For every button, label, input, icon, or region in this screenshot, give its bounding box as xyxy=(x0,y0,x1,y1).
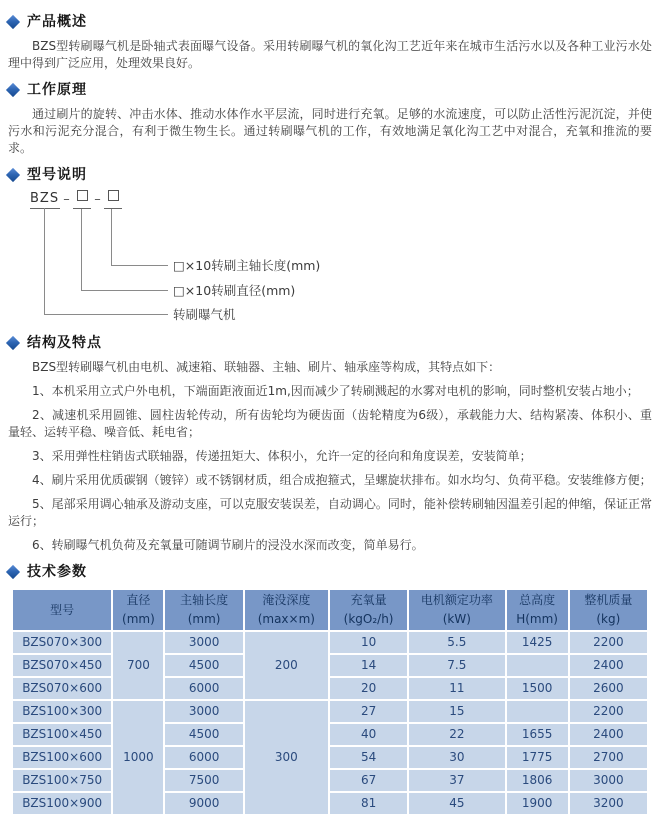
table-cell xyxy=(506,654,569,677)
table-cell xyxy=(506,700,569,723)
table-cell: 45 xyxy=(408,792,505,815)
table-header-cell: 直径 (mm) xyxy=(112,589,164,631)
feature-item: 6、转刷曝气机负荷及充氧量可随调节刷片的浸没水深而改变，简单易行。 xyxy=(32,538,424,552)
table-row xyxy=(12,700,648,723)
section-heading-features xyxy=(8,333,652,353)
table-cell: 9000 xyxy=(164,792,243,815)
table-header-cell: 型号 xyxy=(12,589,112,631)
section-title: 技术参数 xyxy=(27,563,87,580)
table-row xyxy=(12,792,648,815)
specs-table-head xyxy=(12,589,648,631)
diagram-label-diameter: □×10转刷直径(mm) xyxy=(173,283,296,298)
table-cell: 6000 xyxy=(164,746,243,769)
model-slot-underline xyxy=(73,189,91,209)
table-cell: 37 xyxy=(408,769,505,792)
table-cell: BZS070×450 xyxy=(12,654,112,677)
table-cell: 30 xyxy=(408,746,505,769)
table-cell: 22 xyxy=(408,723,505,746)
overview-paragraph: BZS型转刷曝气机是卧轴式表面曝气设备。采用转刷曝气机的氧化沟工艺近年来在城市生活污水以及各种工业污水处理中得到广泛应用，处理效果良好。 xyxy=(8,39,652,70)
table-cell: 3000 xyxy=(569,769,648,792)
model-code-dash: – xyxy=(94,192,101,207)
table-cell: 27 xyxy=(329,700,408,723)
section-diamond-icon xyxy=(6,83,20,97)
table-row xyxy=(12,677,648,700)
section-title: 结构及特点 xyxy=(27,334,102,351)
model-code-diagram xyxy=(30,191,652,323)
table-row xyxy=(12,654,648,677)
table-cell: 1655 xyxy=(506,723,569,746)
table-cell: 700 xyxy=(112,631,164,700)
section-diamond-icon xyxy=(6,336,20,350)
section-heading-principle xyxy=(8,80,652,100)
table-header-cell: 电机额定功率 (kW) xyxy=(408,589,505,631)
feature-item: 2、减速机采用圆锥、圆柱齿轮传动，所有齿轮均为硬齿面（齿轮精度为6级），承载能力大、结构紧凑、体积小、重量轻、运转平稳、噪音低、耗电省； xyxy=(8,408,652,439)
table-cell: 5.5 xyxy=(408,631,505,654)
table-header-row xyxy=(12,589,648,631)
table-cell: 14 xyxy=(329,654,408,677)
table-cell: 11 xyxy=(408,677,505,700)
table-cell: 1500 xyxy=(506,677,569,700)
table-header-cell: 整机质量 (kg) xyxy=(569,589,648,631)
section-heading-model xyxy=(8,165,652,185)
table-cell: BZS070×600 xyxy=(12,677,112,700)
feature-item: 5、尾部采用调心轴承及游动支座，可以克服安装误差，自动调心。同时，能补偿转刷轴因温差引起的伸缩，保证正常运行； xyxy=(8,497,652,528)
section-diamond-icon xyxy=(6,15,20,29)
table-cell: 2400 xyxy=(569,654,648,677)
diagram-label-shaft-length: □×10转刷主轴长度(mm) xyxy=(173,258,321,273)
table-cell: 4500 xyxy=(164,723,243,746)
table-cell: BZS100×900 xyxy=(12,792,112,815)
table-cell: 7.5 xyxy=(408,654,505,677)
table-row xyxy=(12,746,648,769)
table-row xyxy=(12,723,648,746)
features-intro: BZS型转刷曝气机由电机、减速箱、联轴器、主轴、刷片、轴承座等构成，其特点如下： xyxy=(32,360,501,374)
table-cell: 300 xyxy=(244,700,329,815)
section-title: 型号说明 xyxy=(27,166,87,183)
table-cell: BZS070×300 xyxy=(12,631,112,654)
table-cell: 1806 xyxy=(506,769,569,792)
table-cell: 67 xyxy=(329,769,408,792)
table-cell: BZS100×750 xyxy=(12,769,112,792)
feature-item: 1、本机采用立式户外电机，下端面距液面近1m,因而减少了转刷溅起的水雾对电机的影响，同时整机安装占地小； xyxy=(32,384,639,398)
table-row xyxy=(12,769,648,792)
table-cell: 2200 xyxy=(569,631,648,654)
table-cell: BZS100×450 xyxy=(12,723,112,746)
table-cell: 1000 xyxy=(112,700,164,815)
section-diamond-icon xyxy=(6,168,20,182)
table-cell: 3000 xyxy=(164,700,243,723)
specs-table-body xyxy=(12,631,648,815)
section-title: 工作原理 xyxy=(27,81,87,98)
table-cell: 4500 xyxy=(164,654,243,677)
diagram-label-product-name: 转刷曝气机 xyxy=(173,307,236,322)
table-cell: 6000 xyxy=(164,677,243,700)
table-header-cell: 充氧量 (kgO₂/h) xyxy=(329,589,408,631)
table-header-cell: 主轴长度 (mm) xyxy=(164,589,243,631)
table-cell: 2600 xyxy=(569,677,648,700)
table-cell: 15 xyxy=(408,700,505,723)
model-slot-box-icon xyxy=(108,190,119,201)
section-diamond-icon xyxy=(6,565,20,579)
table-cell: 1775 xyxy=(506,746,569,769)
specs-table xyxy=(11,588,649,816)
table-cell: 2200 xyxy=(569,700,648,723)
table-cell: 3200 xyxy=(569,792,648,815)
table-cell: 54 xyxy=(329,746,408,769)
table-cell: 1425 xyxy=(506,631,569,654)
table-cell: BZS100×600 xyxy=(12,746,112,769)
table-cell: 3000 xyxy=(164,631,243,654)
table-cell: 1900 xyxy=(506,792,569,815)
table-cell: 10 xyxy=(329,631,408,654)
table-cell: 200 xyxy=(244,631,329,700)
table-cell: 2700 xyxy=(569,746,648,769)
table-cell: 40 xyxy=(329,723,408,746)
table-header-cell: 总高度 H(mm) xyxy=(506,589,569,631)
features-list xyxy=(8,383,652,554)
table-cell: 7500 xyxy=(164,769,243,792)
model-code-line xyxy=(30,191,122,209)
feature-item: 3、采用弹性柱销齿式联轴器，传递扭矩大、体积小，允许一定的径向和角度误差，安装简单； xyxy=(32,449,532,463)
model-slot-box-icon xyxy=(77,190,88,201)
model-code-dash: – xyxy=(63,192,70,207)
principle-paragraph: 通过刷片的旋转、冲击水体、推动水体作水平层流，同时进行充氧。足够的水流速度，可以防止活性污泥沉淀，并使污水和污泥充分混合，有利于微生物生长。通过转刷曝气机的工作，有效地满足氧化沟工艺中对混合，充氧和推流的要求。 xyxy=(8,107,652,155)
table-cell: BZS100×300 xyxy=(12,700,112,723)
table-row xyxy=(12,631,648,654)
table-cell: 81 xyxy=(329,792,408,815)
section-title: 产品概述 xyxy=(27,13,87,30)
table-cell: 20 xyxy=(329,677,408,700)
feature-item: 4、刷片采用优质碳钢（镀锌）或不锈钢材质，组合成抱箍式，呈螺旋状排布。如水均匀、负荷平稳。安装维修方便； xyxy=(32,473,652,487)
diagram-connector-line xyxy=(44,208,168,315)
section-heading-overview xyxy=(8,12,652,32)
model-code-prefix: BZS xyxy=(30,190,60,209)
table-cell: 2400 xyxy=(569,723,648,746)
section-heading-specs xyxy=(8,562,652,582)
model-slot-underline xyxy=(104,189,122,209)
table-header-cell: 淹没深度 (max×m) xyxy=(244,589,329,631)
